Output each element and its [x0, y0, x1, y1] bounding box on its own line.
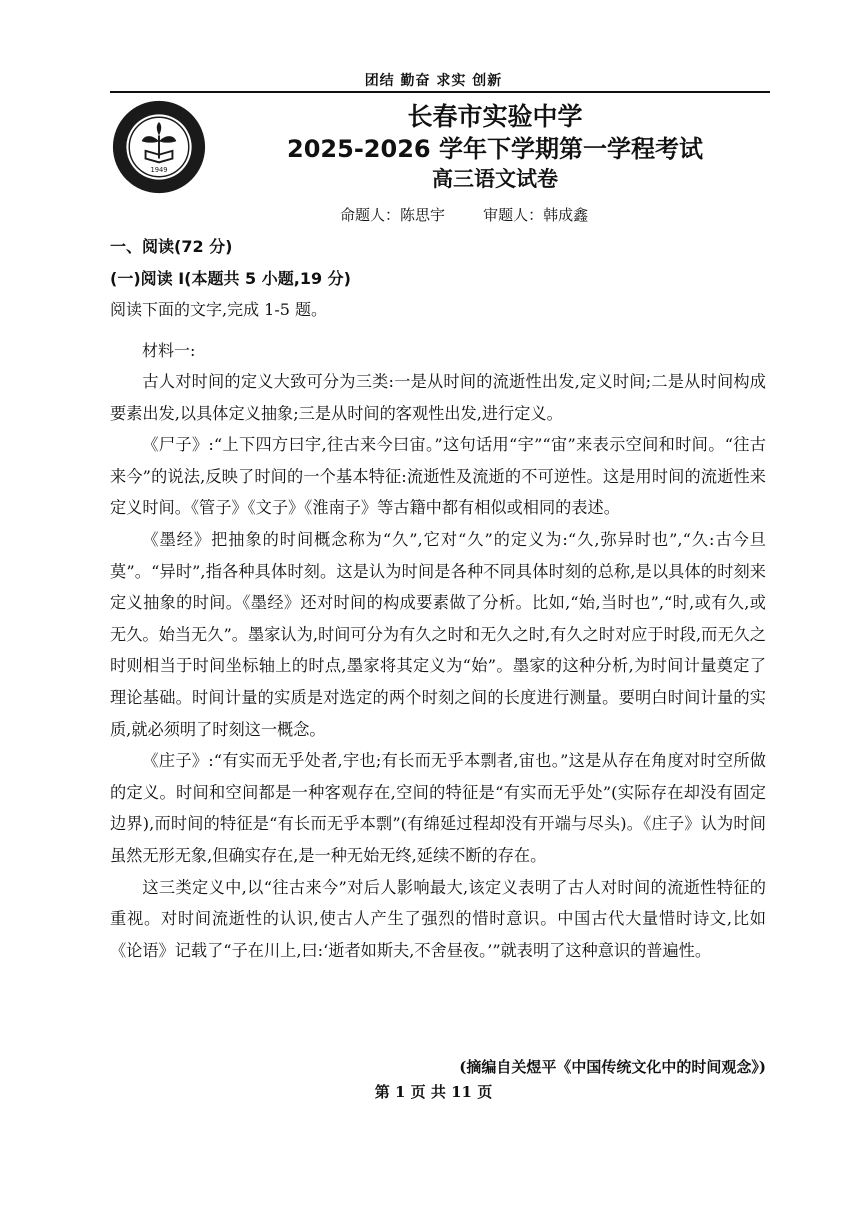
reading-instruction: 阅读下面的文字,完成 1-5 题。 [110, 300, 328, 319]
paper-title: 高三语文试卷 [432, 167, 558, 191]
question-reviewer: 审题人：韩成鑫 [483, 206, 589, 224]
school-motto: 团结 勤奋 求实 创新 [364, 73, 503, 89]
passage-paragraph: 《墨经》把抽象的时间概念称为“久”,它对“久”的定义为:“久,弥异时也”,“久:古今旦莫”。“异时”,指各种具体时刻。这是认为时间是各种不同具体时刻的总称,是以具体的时刻来定义抽象的时间。《墨经》还对时间的构成要素做了分析。比如,“始,当时也”,“时,或有久,或无久。始当无久”。墨家认为,时间可分为有久之时和无久之时,有久之时对应于时段,而无久之时则相当于时间坐标轴上的时点,墨家将其定义为“始”。墨家的这种分析,为时间计量奠定了理论基础。时间计量的实质是对选定的两个时刻之间的长度进行测量。要明白时间计量的实质,就必须明了时刻这一概念。 [110, 529, 766, 739]
passage-body [110, 366, 766, 966]
school-name: 长春市实验中学 [407, 102, 583, 131]
seal-year: 1949 [150, 165, 168, 174]
passage-paragraph: 《尸子》:“上下四方曰宇,往古来今曰宙。”这句话用“宇”“宙”来表示空间和时间。“往古来今”的说法,反映了时间的一个基本特征:流逝性及流逝的不可逆性。这是用时间的流逝性来定义时间。《管子》《文子》《淮南子》等古籍中都有相似或相同的表述。 [110, 435, 766, 518]
question-setter: 命题人：陈思宇 [340, 206, 446, 224]
header-rule [110, 91, 770, 93]
section-title: 一、阅读(72 分) [110, 237, 233, 256]
page-number: 第 1 页 共 11 页 [374, 1083, 493, 1101]
passage-paragraph: 《庄子》:“有实而无乎处者,宇也;有长而无乎本剽者,宙也。”这是从存在角度对时空所做的定义。时间和空间都是一种客观存在,空间的特征是“有实而无乎处”(实际存在却没有固定边界),而时间的特征是“有长而无乎本剽”(有绵延过程却没有开端与尽头)。《庄子》认为时间虽然无形无象,但确实存在,是一种无始无终,延续不断的存在。 [110, 751, 766, 865]
school-seal-logo [111, 99, 207, 195]
exam-title: 2025-2026 学年下学期第一学程考试 [287, 135, 703, 163]
subsection-title: (一)阅读 I(本题共 5 小题,19 分) [110, 269, 351, 288]
passage-paragraph: 古人对时间的定义大致可分为三类:一是从时间的流逝性出发,定义时间;二是从时间构成要素出发,以具体定义抽象;三是从时间的客观性出发,进行定义。 [110, 372, 766, 423]
passage-source: (摘编自关煜平《中国传统文化中的时间观念》) [459, 1058, 766, 1076]
material-label: 材料一: [142, 341, 196, 360]
setters-line [340, 204, 588, 225]
passage-paragraph: 这三类定义中,以“往古来今”对后人影响最大,该定义表明了古人对时间的流逝性特征的重视。对时间流逝性的认识,使古人产生了强烈的惜时意识。中国古代大量惜时诗文,比如《论语》记载了“子在川上,曰:‘逝者如斯夫,不舍昼夜。’”就表明了这种意识的普遍性。 [110, 877, 766, 960]
